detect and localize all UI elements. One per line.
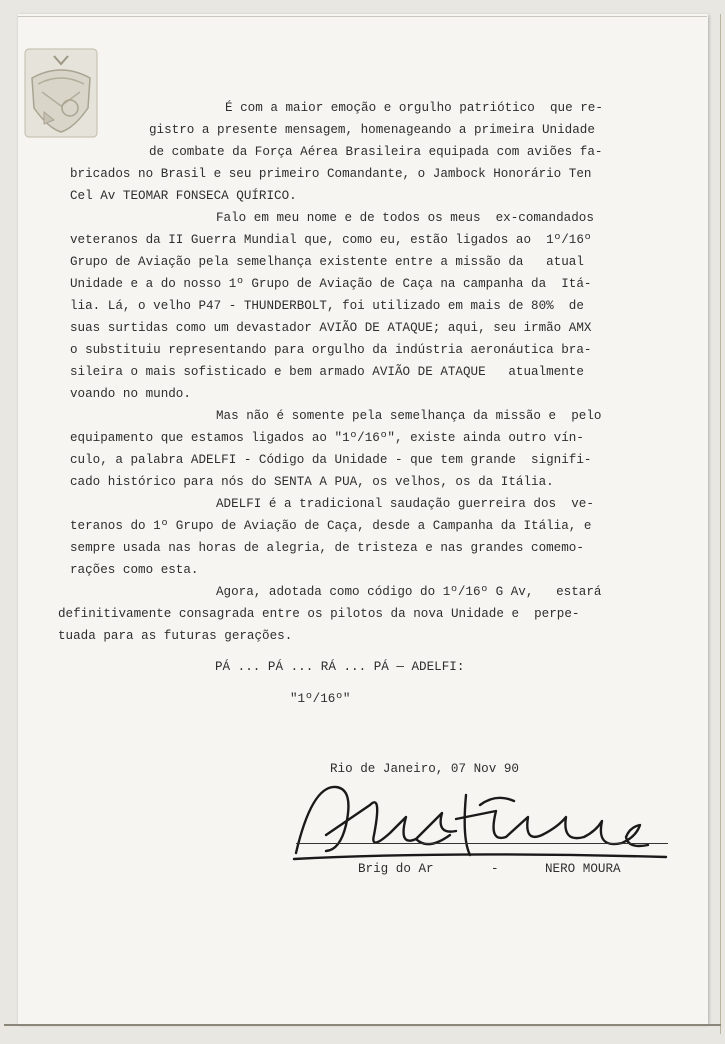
paragraph5-line1: Agora, adotada como código do 1º/16º G Av, estará xyxy=(216,585,602,599)
paragraph5-line2: definitivamente consagrada entre os pilotos da nova Unidade e perpe- xyxy=(58,607,580,621)
bottom-border-line xyxy=(4,1024,721,1026)
paragraph3-line1: Mas não é somente pela semelhança da missão e pelo xyxy=(216,409,602,423)
right-border-line xyxy=(720,14,721,1034)
signatory-rank: Brig do Ar xyxy=(358,862,434,876)
paragraph1-line4: bricados no Brasil e seu primeiro Comandante, o Jambock Honorário Ten xyxy=(70,167,592,181)
paragraph2-line1: Falo em meu nome e de todos os meus ex-comandados xyxy=(216,211,594,225)
top-border-line xyxy=(18,16,707,17)
paragraph4-line1: ADELFI é a tradicional saudação guerreira dos ve- xyxy=(216,497,594,511)
paragraph3-line3: culo, a palabra ADELFI - Código da Unidade - que tem grande signifi- xyxy=(70,453,592,467)
paragraph3-line2: equipamento que estamos ligados ao "1º/16º", existe ainda outro vín- xyxy=(70,431,584,445)
paragraph1-line3: de combate da Força Aérea Brasileira equipada com aviões fa- xyxy=(149,145,603,159)
paragraph5-line3: tuada para as futuras gerações. xyxy=(58,629,293,643)
paragraph1-line5: Cel Av TEOMAR FONSECA QUÍRICO. xyxy=(70,189,297,203)
paragraph2-line5: lia. Lá, o velho P47 - THUNDERBOLT, foi utilizado em mais de 80% de xyxy=(70,299,584,313)
paragraph2-line2: veteranos da II Guerra Mundial que, como eu, estão ligados ao 1º/16º xyxy=(70,233,592,247)
unit-designation: "1º/16º" xyxy=(290,692,351,706)
place-date: Rio de Janeiro, 07 Nov 90 xyxy=(330,762,519,776)
paragraph2-line6: suas surtidas como um devastador AVIÃO DE ATAQUE; aqui, seu irmão AMX xyxy=(70,321,592,335)
paragraph2-line3: Grupo de Aviação pela semelhança existente entre a missão da atual xyxy=(70,255,584,269)
paragraph1-line2: gistro a presente mensagem, homenageando a primeira Unidade xyxy=(149,123,595,137)
handwritten-signature xyxy=(266,765,686,870)
adelfi-cry: PÁ ... PÁ ... RÁ ... PÁ — ADELFI: xyxy=(215,660,465,674)
embossed-emblem-icon xyxy=(24,48,98,138)
paragraph1-line1: É com a maior emoção e orgulho patriótico que re- xyxy=(225,101,603,115)
paragraph4-line4: rações como esta. xyxy=(70,563,199,577)
signature-line xyxy=(296,843,668,844)
paragraph4-line2: teranos do 1º Grupo de Aviação de Caça, desde a Campanha da Itália, e xyxy=(70,519,592,533)
paragraph2-line7: o substituiu representando para orgulho da indústria aeronáutica bra- xyxy=(70,343,592,357)
paragraph4-line3: sempre usada nas horas de alegria, de tristeza e nas grandes comemo- xyxy=(70,541,584,555)
signatory-name: NERO MOURA xyxy=(545,862,621,876)
paragraph3-line4: cado histórico para nós do SENTA A PUA, os velhos, os da Itália. xyxy=(70,475,554,489)
paragraph2-line8: sileira o mais sofisticado e bem armado AVIÃO DE ATAQUE atualmente xyxy=(70,365,584,379)
signatory-dash: - xyxy=(491,862,499,876)
paragraph2-line4: Unidade e a do nosso 1º Grupo de Aviação de Caça na campanha da Itá- xyxy=(70,277,592,291)
paragraph2-line9: voando no mundo. xyxy=(70,387,191,401)
